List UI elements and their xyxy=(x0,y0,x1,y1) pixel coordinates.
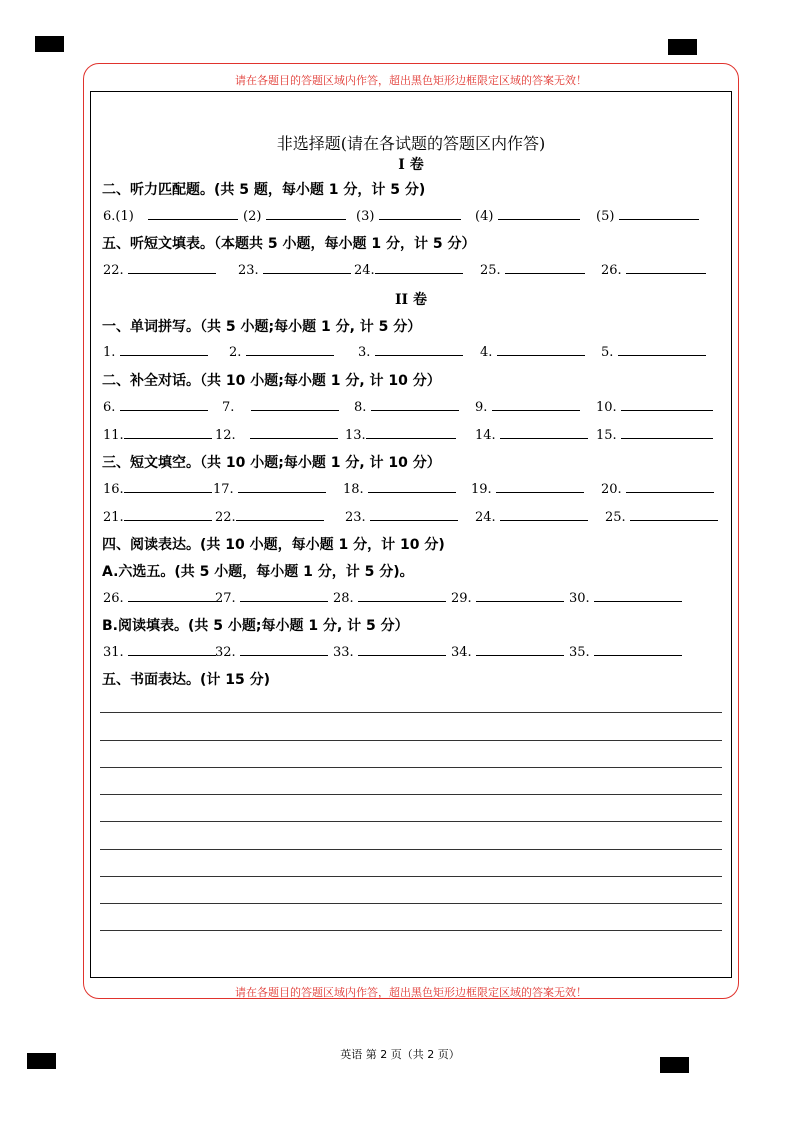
blank-number: 6.(1) xyxy=(103,209,134,224)
blank-number: 9. xyxy=(475,400,488,415)
section-dialogue-title: 二、补全对话。（共 10 小题;每小题 1 分, 计 10 分） xyxy=(102,373,441,389)
page-title: 非选择题(请在各试题的答题区内作答) xyxy=(276,134,546,153)
blank-number: 25. xyxy=(480,263,501,278)
answer-blank[interactable] xyxy=(222,398,339,415)
answer-blank[interactable] xyxy=(243,207,346,224)
writing-line[interactable] xyxy=(100,767,722,768)
answer-blank[interactable] xyxy=(480,261,585,278)
blank-number: 6. xyxy=(103,400,116,415)
answer-blank[interactable] xyxy=(213,480,326,497)
volume-2-label: II 卷 xyxy=(395,292,427,308)
writing-line[interactable] xyxy=(100,849,722,850)
alignment-mark-top-left xyxy=(35,36,64,52)
answer-blank[interactable] xyxy=(471,480,584,497)
section-reading-title: 四、阅读表达。(共 10 小题，每小题 1 分，计 10 分) xyxy=(102,537,445,553)
answer-blank[interactable] xyxy=(356,207,461,224)
answer-blank[interactable] xyxy=(358,343,463,360)
answer-blank[interactable] xyxy=(596,207,699,224)
blank-number: 12. xyxy=(215,428,236,443)
section-spelling-title: 一、单词拼写。（共 5 小题;每小题 1 分, 计 5 分） xyxy=(102,319,422,335)
writing-line[interactable] xyxy=(100,740,722,741)
blank-number: 26. xyxy=(601,263,622,278)
answer-blank[interactable] xyxy=(480,343,585,360)
answer-blank[interactable] xyxy=(103,589,216,606)
section-listening-match-title: 二、听力匹配题。(共 5 题，每小题 1 分，计 5 分) xyxy=(102,182,426,198)
answer-blank[interactable] xyxy=(103,508,212,525)
notice-bottom: 请在各题目的答题区域内作答，超出黑色矩形边框限定区域的答案无效！ xyxy=(235,986,587,999)
blank-number: 21. xyxy=(103,510,124,525)
blank-number: 25. xyxy=(605,510,626,525)
blank-number: 7. xyxy=(222,400,235,415)
volume-1-label: I 卷 xyxy=(398,157,424,173)
blank-number: 4. xyxy=(480,345,493,360)
answer-blank[interactable] xyxy=(601,343,706,360)
answer-blank[interactable] xyxy=(569,643,682,660)
answer-blank[interactable] xyxy=(605,508,718,525)
answer-blank[interactable] xyxy=(596,398,713,415)
blank-number: 10. xyxy=(596,400,617,415)
answer-blank[interactable] xyxy=(475,207,580,224)
blank-number: 35. xyxy=(569,645,590,660)
writing-line[interactable] xyxy=(100,821,722,822)
blank-number: 24. xyxy=(475,510,496,525)
blank-number: (5) xyxy=(596,209,615,224)
blank-number: 31. xyxy=(103,645,124,660)
blank-number: 19. xyxy=(471,482,492,497)
answer-blank[interactable] xyxy=(333,589,446,606)
writing-line[interactable] xyxy=(100,903,722,904)
section-listening-table-title: 五、听短文填表。（本题共 5 小题，每小题 1 分，计 5 分） xyxy=(102,236,476,252)
writing-line[interactable] xyxy=(100,712,722,713)
subsection-b-title: B.阅读填表。(共 5 小题;每小题 1 分, 计 5 分） xyxy=(102,618,409,634)
blank-number: 22. xyxy=(103,263,124,278)
answer-blank[interactable] xyxy=(103,261,216,278)
answer-blank[interactable] xyxy=(343,480,456,497)
blank-number: 20. xyxy=(601,482,622,497)
blank-number: (4) xyxy=(475,209,494,224)
blank-number: (3) xyxy=(356,209,375,224)
answer-blank[interactable] xyxy=(345,508,458,525)
blank-number: 2. xyxy=(229,345,242,360)
writing-line[interactable] xyxy=(100,930,722,931)
answer-blank[interactable] xyxy=(103,426,212,443)
blank-number: 18. xyxy=(343,482,364,497)
answer-blank[interactable] xyxy=(475,398,580,415)
answer-blank[interactable] xyxy=(601,480,714,497)
blank-number: 13. xyxy=(345,428,366,443)
answer-blank[interactable] xyxy=(569,589,682,606)
answer-blank[interactable] xyxy=(475,508,588,525)
answer-blank[interactable] xyxy=(215,643,328,660)
answer-blank[interactable] xyxy=(601,261,706,278)
blank-number: 23. xyxy=(238,263,259,278)
answer-blank[interactable] xyxy=(451,643,564,660)
answer-blank[interactable] xyxy=(103,207,238,224)
notice-top: 请在各题目的答题区域内作答，超出黑色矩形边框限定区域的答案无效！ xyxy=(235,74,587,87)
blank-number: 26. xyxy=(103,591,124,606)
page-footer: 英语 第 2 页（共 2 页） xyxy=(340,1048,460,1061)
blank-number: 17. xyxy=(213,482,234,497)
blank-number: 22. xyxy=(215,510,236,525)
answer-blank[interactable] xyxy=(354,398,459,415)
writing-line[interactable] xyxy=(100,876,722,877)
answer-blank[interactable] xyxy=(103,643,216,660)
answer-blank[interactable] xyxy=(229,343,334,360)
answer-blank[interactable] xyxy=(354,261,463,278)
blank-number: 11. xyxy=(103,428,124,443)
blank-number: 23. xyxy=(345,510,366,525)
answer-blank[interactable] xyxy=(103,398,208,415)
blank-number: 15. xyxy=(596,428,617,443)
section-writing-title: 五、书面表达。(计 15 分) xyxy=(102,672,271,688)
answer-blank[interactable] xyxy=(333,643,446,660)
blank-number: 32. xyxy=(215,645,236,660)
blank-number: 8. xyxy=(354,400,367,415)
blank-number: (2) xyxy=(243,209,262,224)
blank-number: 1. xyxy=(103,345,116,360)
blank-number: 29. xyxy=(451,591,472,606)
answer-blank[interactable] xyxy=(215,426,338,443)
blank-number: 28. xyxy=(333,591,354,606)
answer-blank[interactable] xyxy=(475,426,588,443)
answer-blank[interactable] xyxy=(215,589,328,606)
answer-blank[interactable] xyxy=(103,343,208,360)
blank-number: 5. xyxy=(601,345,614,360)
blank-number: 14. xyxy=(475,428,496,443)
answer-blank[interactable] xyxy=(238,261,351,278)
blank-number: 34. xyxy=(451,645,472,660)
blank-number: 3. xyxy=(358,345,371,360)
alignment-mark-top-right xyxy=(668,39,697,55)
section-cloze-title: 三、短文填空。（共 10 小题;每小题 1 分, 计 10 分） xyxy=(102,455,441,471)
blank-number: 30. xyxy=(569,591,590,606)
blank-number: 24. xyxy=(354,263,375,278)
writing-line[interactable] xyxy=(100,794,722,795)
blank-number: 16. xyxy=(103,482,124,497)
blank-number: 27. xyxy=(215,591,236,606)
answer-blank[interactable] xyxy=(451,589,564,606)
answer-blank[interactable] xyxy=(103,480,212,497)
answer-blank[interactable] xyxy=(345,426,456,443)
answer-blank[interactable] xyxy=(215,508,324,525)
answer-blank[interactable] xyxy=(596,426,713,443)
subsection-a-title: A.六选五。(共 5 小题，每小题 1 分，计 5 分)。 xyxy=(102,564,414,580)
blank-number: 33. xyxy=(333,645,354,660)
